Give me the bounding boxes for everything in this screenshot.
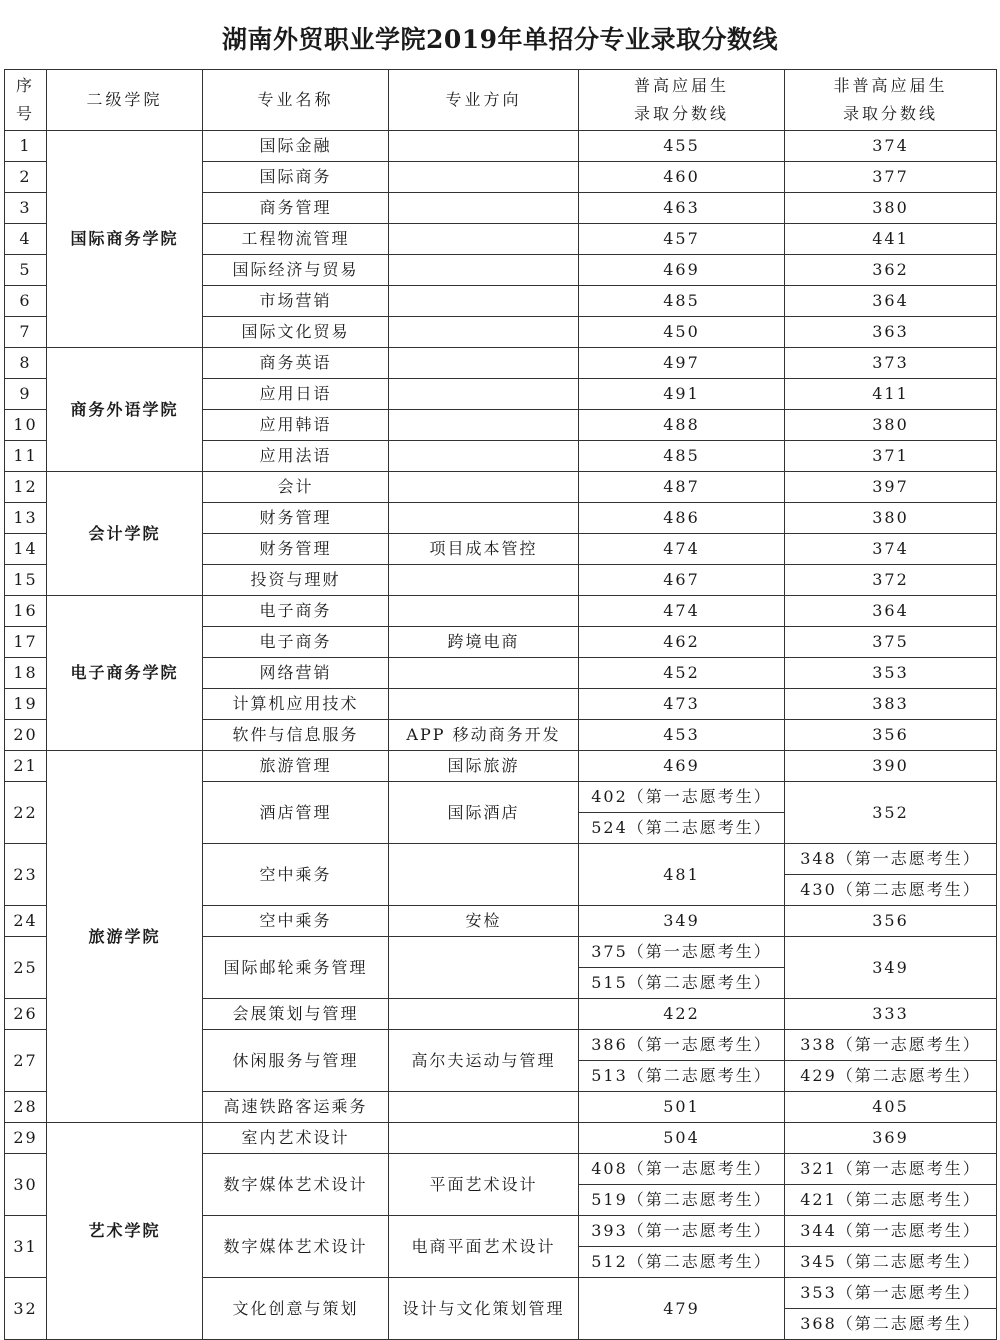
header-seq: 序 号 [5,70,47,131]
major-cell: 商务管理 [203,193,389,224]
non-general-score-cell: 430（第二志愿考生） [785,875,997,906]
major-cell: 数字媒体艺术设计 [203,1216,389,1278]
non-general-score-cell: 338（第一志愿考生） [785,1030,997,1061]
non-general-score-cell: 364 [785,286,997,317]
non-general-score-cell: 371 [785,441,997,472]
row-seq: 27 [5,1030,47,1092]
non-general-score-cell: 390 [785,751,997,782]
header-non-general-score: 非普高应届生 录取分数线 [785,70,997,131]
direction-cell: 国际酒店 [389,782,579,844]
non-general-score-cell: 421（第二志愿考生） [785,1185,997,1216]
row-seq: 30 [5,1154,47,1216]
major-cell: 财务管理 [203,503,389,534]
non-general-score-cell: 380 [785,410,997,441]
direction-cell [389,999,579,1030]
non-general-score-cell: 353 [785,658,997,689]
row-seq: 8 [5,348,47,379]
row-seq: 20 [5,720,47,751]
table-row [5,348,997,379]
major-cell: 酒店管理 [203,782,389,844]
general-score-cell: 485 [579,286,785,317]
general-score-cell: 463 [579,193,785,224]
direction-cell: 高尔夫运动与管理 [389,1030,579,1092]
general-score-cell: 393（第一志愿考生） [579,1216,785,1247]
general-score-cell: 474 [579,534,785,565]
non-general-score-cell: 369 [785,1123,997,1154]
non-general-score-cell: 356 [785,720,997,751]
general-score-cell: 457 [579,224,785,255]
row-seq: 4 [5,224,47,255]
non-general-score-cell: 321（第一志愿考生） [785,1154,997,1185]
direction-cell [389,565,579,596]
general-score-cell: 349 [579,906,785,937]
direction-cell [389,193,579,224]
general-score-cell: 462 [579,627,785,658]
row-seq: 5 [5,255,47,286]
major-cell: 计算机应用技术 [203,689,389,720]
direction-cell [389,162,579,193]
row-seq: 18 [5,658,47,689]
direction-cell [389,1123,579,1154]
direction-cell [389,596,579,627]
non-general-score-cell: 374 [785,534,997,565]
direction-cell [389,689,579,720]
direction-cell [389,503,579,534]
general-score-cell: 491 [579,379,785,410]
general-score-cell: 386（第一志愿考生） [579,1030,785,1061]
row-seq: 31 [5,1216,47,1278]
major-cell: 应用法语 [203,441,389,472]
college-cell: 商务外语学院 [47,348,203,472]
row-seq: 10 [5,410,47,441]
general-score-cell: 513（第二志愿考生） [579,1061,785,1092]
direction-cell [389,255,579,286]
row-seq: 15 [5,565,47,596]
direction-cell: APP 移动商务开发 [389,720,579,751]
direction-cell: 设计与文化策划管理 [389,1278,579,1340]
major-cell: 旅游管理 [203,751,389,782]
non-general-score-cell: 411 [785,379,997,410]
row-seq: 22 [5,782,47,844]
general-score-cell: 422 [579,999,785,1030]
general-score-cell: 375（第一志愿考生） [579,937,785,968]
header-general-score: 普高应届生 录取分数线 [579,70,785,131]
header-college: 二级学院 [47,70,203,131]
row-seq: 28 [5,1092,47,1123]
major-cell: 室内艺术设计 [203,1123,389,1154]
major-cell: 空中乘务 [203,906,389,937]
major-cell: 会展策划与管理 [203,999,389,1030]
major-cell: 工程物流管理 [203,224,389,255]
college-cell: 旅游学院 [47,751,203,1123]
general-score-cell: 469 [579,255,785,286]
general-score-cell: 504 [579,1123,785,1154]
row-seq: 25 [5,937,47,999]
direction-cell [389,410,579,441]
general-score-cell: 501 [579,1092,785,1123]
college-cell: 会计学院 [47,472,203,596]
general-score-cell: 485 [579,441,785,472]
general-score-cell: 519（第二志愿考生） [579,1185,785,1216]
non-general-score-cell: 377 [785,162,997,193]
table-row [5,596,997,627]
general-score-cell: 479 [579,1278,785,1340]
row-seq: 11 [5,441,47,472]
non-general-score-cell: 397 [785,472,997,503]
non-general-score-cell: 345（第二志愿考生） [785,1247,997,1278]
major-cell: 投资与理财 [203,565,389,596]
direction-cell: 平面艺术设计 [389,1154,579,1216]
general-score-cell: 474 [579,596,785,627]
major-cell: 电子商务 [203,596,389,627]
general-score-cell: 486 [579,503,785,534]
major-cell: 国际金融 [203,131,389,162]
non-general-score-cell: 356 [785,906,997,937]
major-cell: 高速铁路客运乘务 [203,1092,389,1123]
direction-cell [389,1092,579,1123]
non-general-score-cell: 363 [785,317,997,348]
direction-cell [389,937,579,999]
non-general-score-cell: 405 [785,1092,997,1123]
table-row [5,1123,997,1154]
major-cell: 休闲服务与管理 [203,1030,389,1092]
direction-cell [389,348,579,379]
non-general-score-cell: 352 [785,782,997,844]
major-cell: 电子商务 [203,627,389,658]
non-general-score-cell: 374 [785,131,997,162]
direction-cell: 项目成本管控 [389,534,579,565]
non-general-score-cell: 348（第一志愿考生） [785,844,997,875]
major-cell: 会计 [203,472,389,503]
major-cell: 国际经济与贸易 [203,255,389,286]
row-seq: 16 [5,596,47,627]
general-score-cell: 488 [579,410,785,441]
general-score-cell: 524（第二志愿考生） [579,813,785,844]
table-row [5,751,997,782]
row-seq: 13 [5,503,47,534]
row-seq: 26 [5,999,47,1030]
general-score-cell: 481 [579,844,785,906]
non-general-score-cell: 353（第一志愿考生） [785,1278,997,1309]
non-general-score-cell: 364 [785,596,997,627]
major-cell: 软件与信息服务 [203,720,389,751]
major-cell: 国际邮轮乘务管理 [203,937,389,999]
general-score-cell: 455 [579,131,785,162]
general-score-cell: 460 [579,162,785,193]
general-score-cell: 453 [579,720,785,751]
direction-cell [389,658,579,689]
general-score-cell: 473 [579,689,785,720]
general-score-cell: 512（第二志愿考生） [579,1247,785,1278]
non-general-score-cell: 380 [785,503,997,534]
direction-cell: 跨境电商 [389,627,579,658]
non-general-score-cell: 373 [785,348,997,379]
direction-cell [389,844,579,906]
header-major: 专业名称 [203,70,389,131]
admission-score-table [4,69,997,1340]
major-cell: 应用韩语 [203,410,389,441]
row-seq: 14 [5,534,47,565]
row-seq: 19 [5,689,47,720]
major-cell: 财务管理 [203,534,389,565]
page-title: 湖南外贸职业学院2019年单招分专业录取分数线 [221,25,779,54]
direction-cell [389,441,579,472]
college-cell: 电子商务学院 [47,596,203,751]
general-score-cell: 408（第一志愿考生） [579,1154,785,1185]
table-row [5,131,997,162]
major-cell: 空中乘务 [203,844,389,906]
direction-cell [389,317,579,348]
college-cell: 国际商务学院 [47,131,203,348]
direction-cell [389,224,579,255]
major-cell: 应用日语 [203,379,389,410]
direction-cell [389,131,579,162]
direction-cell: 国际旅游 [389,751,579,782]
row-seq: 32 [5,1278,47,1340]
row-seq: 3 [5,193,47,224]
non-general-score-cell: 362 [785,255,997,286]
table-row [5,472,997,503]
row-seq: 12 [5,472,47,503]
major-cell: 市场营销 [203,286,389,317]
row-seq: 29 [5,1123,47,1154]
header-direction: 专业方向 [389,70,579,131]
major-cell: 国际商务 [203,162,389,193]
general-score-cell: 467 [579,565,785,596]
direction-cell: 电商平面艺术设计 [389,1216,579,1278]
row-seq: 24 [5,906,47,937]
row-seq: 2 [5,162,47,193]
general-score-cell: 487 [579,472,785,503]
direction-cell [389,286,579,317]
row-seq: 1 [5,131,47,162]
major-cell: 商务英语 [203,348,389,379]
college-cell: 艺术学院 [47,1123,203,1340]
general-score-cell: 515（第二志愿考生） [579,968,785,999]
non-general-score-cell: 441 [785,224,997,255]
non-general-score-cell: 375 [785,627,997,658]
major-cell: 文化创意与策划 [203,1278,389,1340]
general-score-cell: 497 [579,348,785,379]
non-general-score-cell: 383 [785,689,997,720]
direction-cell [389,472,579,503]
general-score-cell: 450 [579,317,785,348]
non-general-score-cell: 372 [785,565,997,596]
table-header-row [5,70,997,131]
row-seq: 17 [5,627,47,658]
non-general-score-cell: 368（第二志愿考生） [785,1309,997,1340]
row-seq: 9 [5,379,47,410]
non-general-score-cell: 380 [785,193,997,224]
direction-cell: 安检 [389,906,579,937]
major-cell: 数字媒体艺术设计 [203,1154,389,1216]
direction-cell [389,379,579,410]
non-general-score-cell: 429（第二志愿考生） [785,1061,997,1092]
row-seq: 21 [5,751,47,782]
row-seq: 7 [5,317,47,348]
general-score-cell: 469 [579,751,785,782]
row-seq: 6 [5,286,47,317]
general-score-cell: 402（第一志愿考生） [579,782,785,813]
non-general-score-cell: 333 [785,999,997,1030]
major-cell: 网络营销 [203,658,389,689]
non-general-score-cell: 344（第一志愿考生） [785,1216,997,1247]
major-cell: 国际文化贸易 [203,317,389,348]
non-general-score-cell: 349 [785,937,997,999]
general-score-cell: 452 [579,658,785,689]
row-seq: 23 [5,844,47,906]
